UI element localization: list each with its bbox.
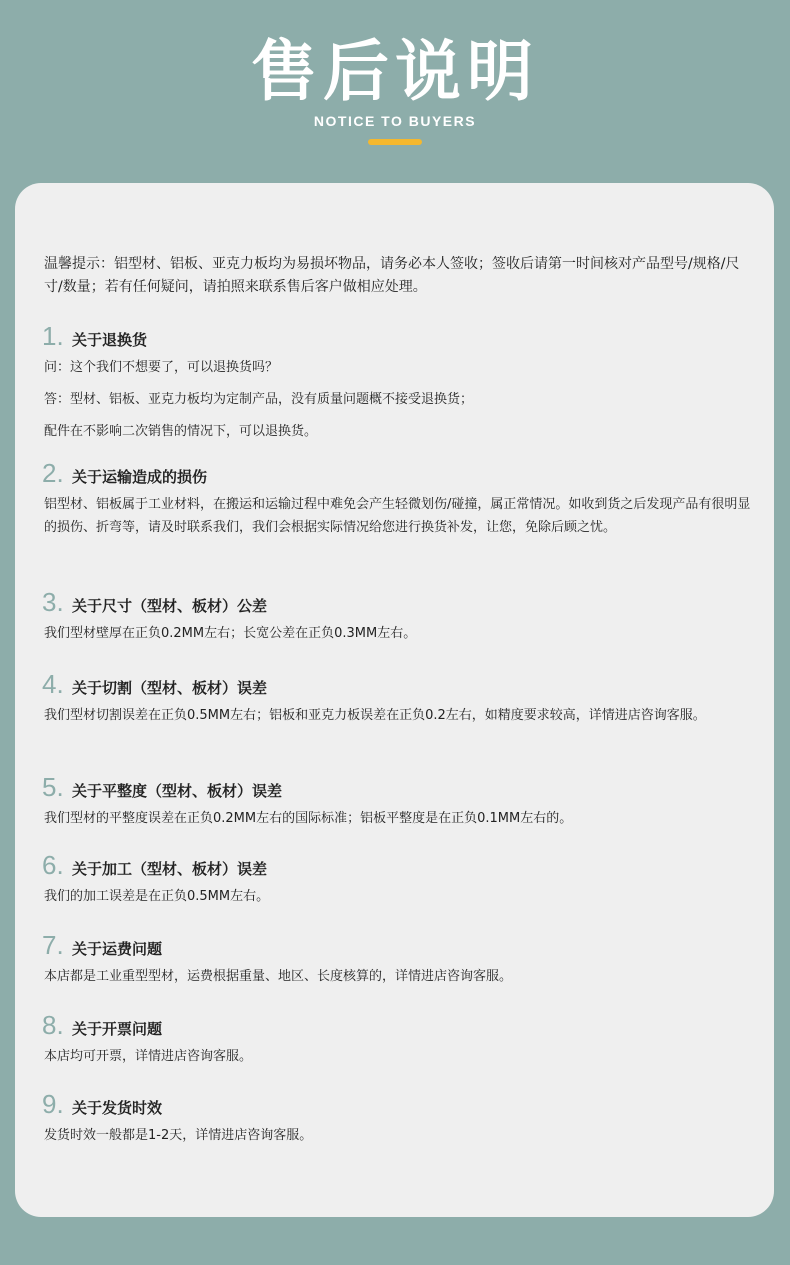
section-number: 3. <box>42 587 64 617</box>
section-line: 我们型材壁厚在正负0.2MM左右；长宽公差在正负0.3MM左右。 <box>44 626 417 641</box>
section-body <box>42 965 752 988</box>
section-line: 我们型材的平整度误差在正负0.2MM左右的国际标准；铝板平整度是在正负0.1MM左右的。 <box>44 811 573 826</box>
section-shipping-damage <box>42 457 752 539</box>
section-header <box>42 771 752 803</box>
section-title: 关于发货时效 <box>72 1099 163 1117</box>
section-body <box>42 1124 752 1147</box>
section-delivery-time <box>42 1088 752 1147</box>
page-subtitle: NOTICE TO BUYERS <box>313 113 477 129</box>
section-number: 4. <box>42 669 64 699</box>
section-header <box>42 586 752 618</box>
section-title: 关于退换货 <box>72 331 148 349</box>
section-number: 5. <box>42 772 64 802</box>
section-number: 8. <box>42 1010 64 1040</box>
section-body <box>42 885 752 908</box>
section-title: 关于运输造成的损伤 <box>72 468 208 486</box>
section-returns <box>42 320 752 443</box>
page-header <box>0 0 790 180</box>
section-line: 本店都是工业重型型材，运费根据重量、地区、长度核算的，详情进店咨询客服。 <box>44 969 513 984</box>
section-body <box>42 622 752 645</box>
section-freight <box>42 929 752 988</box>
section-header <box>42 668 752 700</box>
section-title: 关于尺寸（型材、板材）公差 <box>72 597 268 615</box>
section-number: 1. <box>42 321 64 351</box>
section-header <box>42 457 752 489</box>
section-number: 6. <box>42 850 64 880</box>
section-line: 铝型材、铝板属于工业材料，在搬运和运输过程中难免会产生轻微划伤/碰撞，属正常情况。如收到货之后发现产品有很明显的损伤、折弯等，请及时联系我们，我们会根据实际情况给您进行换货补发，让您，免除后顾之忧。 <box>44 497 751 535</box>
section-number: 9. <box>42 1089 64 1119</box>
content-card <box>15 183 774 1217</box>
section-header <box>42 929 752 961</box>
section-line: 我们型材切割误差在正负0.5MM左右；铝板和亚克力板误差在正负0.2左右，如精度要求较高，详情进店咨询客服。 <box>44 708 706 723</box>
section-line: 答：型材、铝板、亚克力板均为定制产品，没有质量问题概不接受退换货； <box>44 392 474 407</box>
section-number: 7. <box>42 930 64 960</box>
section-header <box>42 849 752 881</box>
section-header <box>42 1088 752 1120</box>
section-title: 关于切割（型材、板材）误差 <box>72 679 268 697</box>
page-title: 售后说明 <box>251 33 539 110</box>
section-size-tolerance <box>42 586 752 645</box>
section-number: 2. <box>42 458 64 488</box>
section-invoice <box>42 1009 752 1068</box>
section-line: 问：这个我们不想要了，可以退换货吗？ <box>44 360 279 375</box>
section-body <box>42 1045 752 1068</box>
accent-bar <box>368 139 422 145</box>
intro-text: 温馨提示：铝型材、铝板、亚克力板均为易损坏物品，请务必本人签收；签收后请第一时间核对产品型号/规格/尺寸/数量；若有任何疑问，请拍照来联系售后客户做相应处理。 <box>44 256 740 295</box>
section-flatness-error <box>42 771 752 830</box>
section-processing-error <box>42 849 752 908</box>
section-cutting-error <box>42 668 752 727</box>
section-title: 关于开票问题 <box>72 1020 163 1038</box>
section-line: 配件在不影响二次销售的情况下，可以退换货。 <box>44 424 318 439</box>
section-title: 关于加工（型材、板材）误差 <box>72 860 268 878</box>
section-line: 本店均可开票，详情进店咨询客服。 <box>44 1049 253 1064</box>
section-header <box>42 320 752 352</box>
section-title: 关于平整度（型材、板材）误差 <box>72 782 283 800</box>
section-body <box>42 493 752 539</box>
section-body <box>42 704 752 727</box>
section-line: 发货时效一般都是1-2天，详情进店咨询客服。 <box>44 1128 313 1143</box>
section-title: 关于运费问题 <box>72 940 163 958</box>
section-header <box>42 1009 752 1041</box>
section-line: 我们的加工误差是在正负0.5MM左右。 <box>44 889 270 904</box>
section-body <box>42 807 752 830</box>
section-body <box>42 356 752 443</box>
